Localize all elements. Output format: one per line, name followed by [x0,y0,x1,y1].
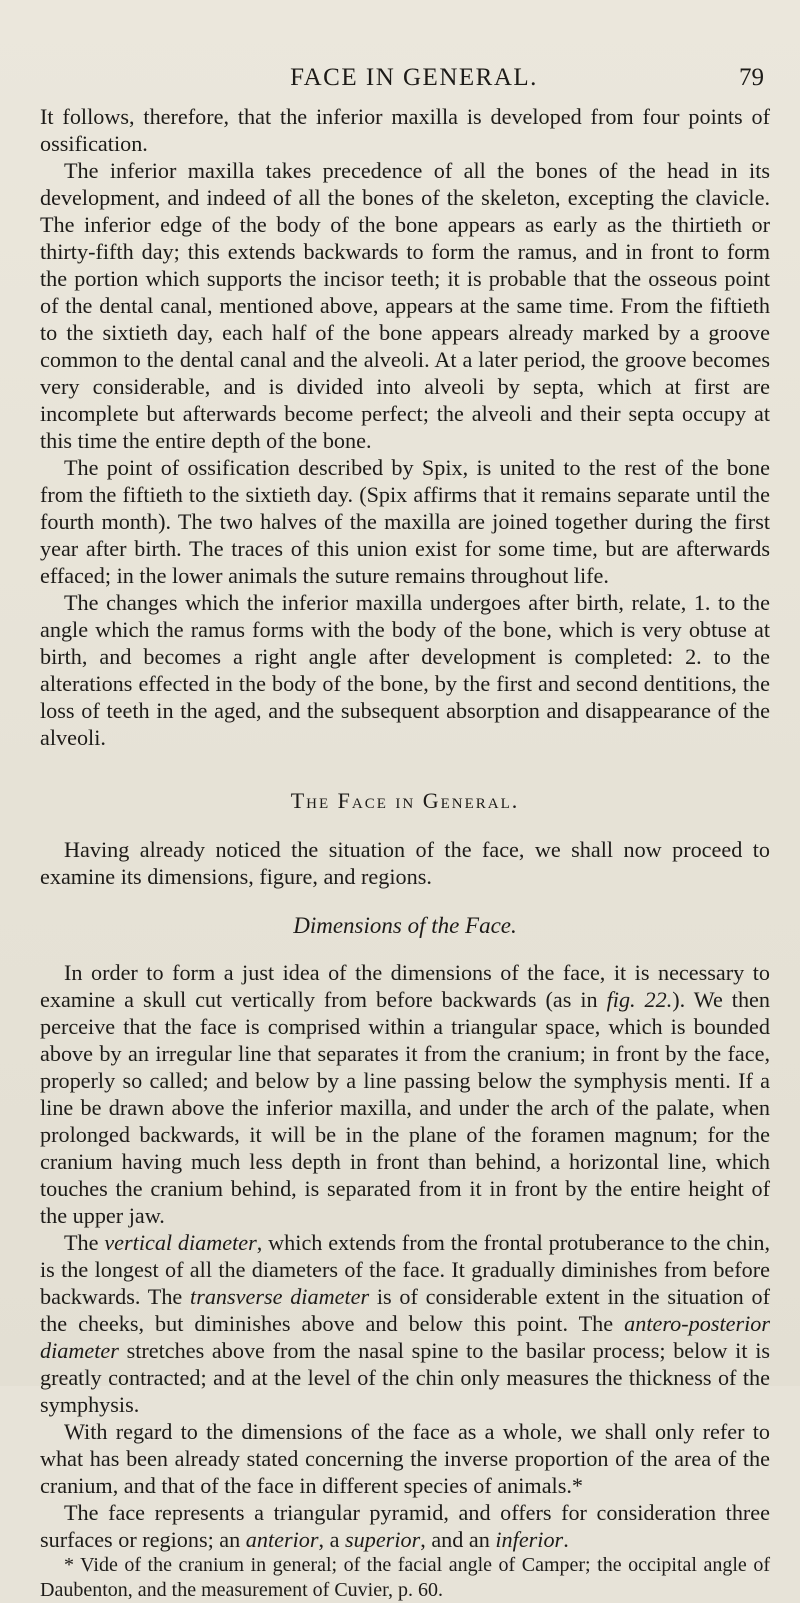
term-transverse-diameter: transverse diameter [190,1284,370,1309]
term-anterior: anterior [245,1527,319,1552]
text-run: , a [318,1527,346,1552]
section-heading: The Face in General. [290,788,520,813]
page-number: 79 [739,64,764,91]
text-run: The [64,1230,105,1255]
paragraph: The changes which the inferior maxilla undergoes after birth, relate, 1. to the angle which the ramus forms with the body of the bone, which is very obtuse at birth, and becomes a right angle after development is completed: 2. to the alterations effected in the body of the bone, by the first and second dentitions, the loss of teeth in the aged, and the subsequent absorption and disappearance of the alveoli. [40,590,770,750]
paragraph [40,1229,770,1418]
term-inferior: inferior [495,1527,564,1552]
text-run: stretches above from the nasal spine to the basilar process; below it is greatly contracted; and at the level of the chin only measures the thickness of the symphysis. [40,1338,770,1417]
paragraph [40,1499,770,1553]
paragraph: It follows, therefore, that the inferior maxilla is developed from four points of ossification. [40,104,770,156]
footnote: * Vide of the cranium in general; of the facial angle of Camper; the occipital angle of Daubenton, and the measurement of Cuvier, p. 60. [40,1554,770,1601]
paragraph: Having already noticed the situation of the face, we shall now proceed to examine its dimensions, figure, and regions. [40,837,770,889]
term-antero-posterior-diameter: antero-posterior diameter [40,1311,770,1363]
figure-reference: fig. 22. [606,987,673,1012]
text-run: The face represents a triangular pyramid, and offers for consideration three surfaces or regions; an [40,1500,770,1552]
paragraph: With regard to the dimensions of the face as a whole, we shall only refer to what has been already stated concerning the inverse proportion of the area of the cranium, and that of the face in different species of animals.* [40,1419,770,1498]
text-run: ). We then perceive that the face is comprised within a triangular space, which is bounded above by an irregular line that separates it from the cranium; in front by the face, properly so called; and below by a line passing below the symphysis menti. If a line be drawn above the inferior maxilla, and under the arch of the palate, when prolonged backwards, it will be in the plane of the foramen magnum; for the cranium having much less depth in front than behind, a horizontal line, which touches the cranium behind, is separated from it in front by the entire height of the upper jaw. [40,987,770,1228]
text-run: is of considerable extent in the situation of the cheeks, but diminishes above and below this point. The [40,1284,770,1336]
page-body [40,103,770,1603]
paragraph: The inferior maxilla takes precedence of all the bones of the head in its development, and indeed of all the bones of the skeleton, excepting the clavicle. The inferior edge of the body of the bone appears as early as the thirtieth or thirty-fifth day; this extends backwards to form the ramus, and in front to form the portion which supports the incisor teeth; it is probable that the osseous point of the dental canal, mentioned above, appears at the same time. From the fiftieth to the sixtieth day, each half of the bone appears already marked by a groove common to the dental canal and the alveoli. At a later period, the groove becomes very considerable, and is divided into alveoli by septa, which at first are incomplete but afterwards become perfect; the alveoli and their septa occupy at this time the entire depth of the bone. [40,158,770,453]
page-header [64,64,764,100]
term-superior: superior [345,1527,421,1552]
paragraph [40,959,770,1229]
running-title: FACE IN GENERAL. [290,64,538,91]
text-run: , and an [420,1527,496,1552]
text-run: In order to form a just idea of the dimensions of the face, it is necessary to examine a skull cut vertically from before backwards (as in [40,960,770,1012]
text-run: , which extends from the frontal protuberance to the chin, is the longest of all the diameters of the face. It gradually diminishes from before backwards. The [40,1230,771,1309]
text-run: . [563,1527,569,1552]
subsection-heading: Dimensions of the Face. [293,913,517,938]
term-vertical-diameter: vertical diameter [104,1230,257,1255]
paragraph: The point of ossification described by Spix, is united to the rest of the bone from the fiftieth to the sixtieth day. (Spix affirms that it remains separate until the fourth month). The two halves of the maxilla are joined together during the first year after birth. The traces of this union exist for some time, but are afterwards effaced; in the lower animals the suture remains throughout life. [40,455,770,588]
